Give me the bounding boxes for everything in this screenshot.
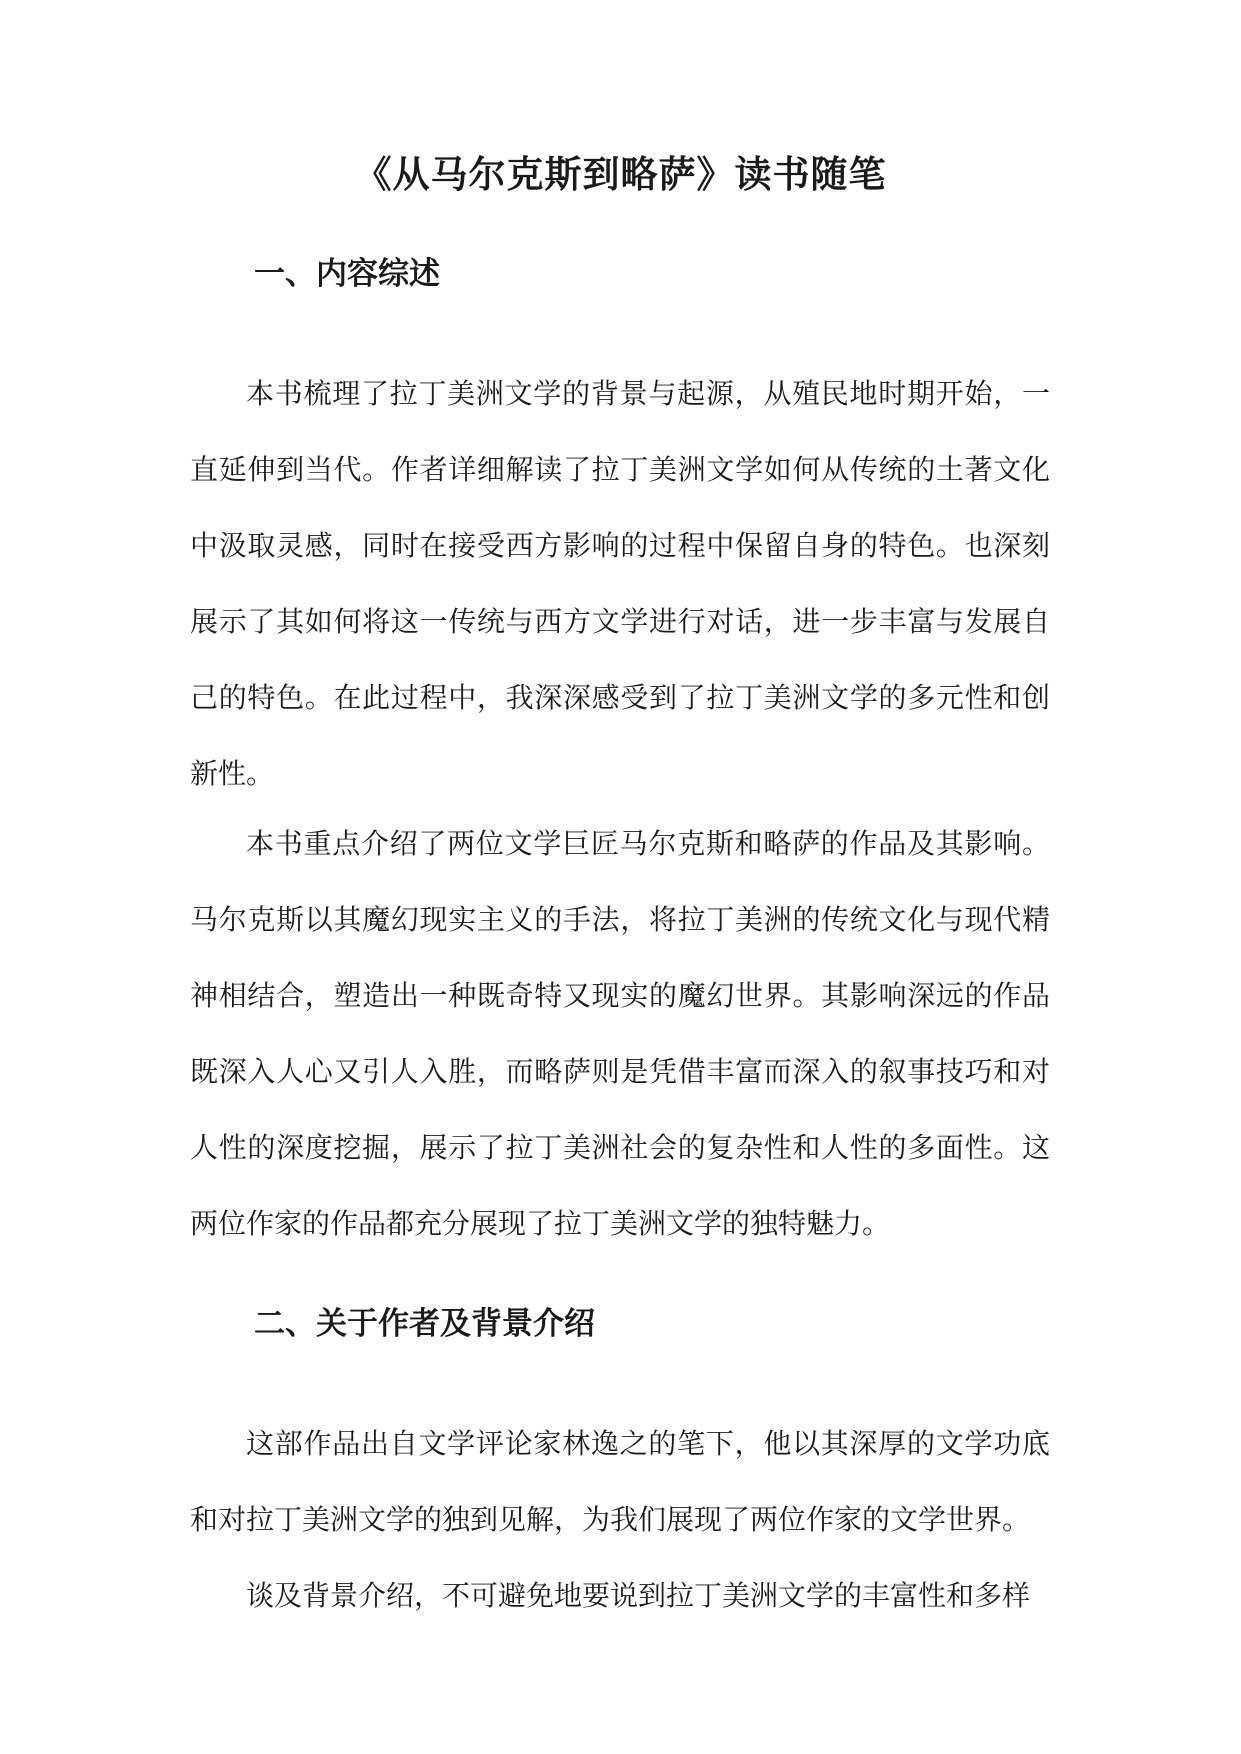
paragraph-author-1: 这部作品出自文学评论家林逸之的笔下，他以其深厚的文学功底和对拉丁美洲文学的独到见解，为我们展现了两位作家的文学世界。 — [190, 1427, 1050, 1536]
section-heading-author-background: 二、关于作者及背景介绍 — [254, 1306, 595, 1342]
paragraph-author-2: 谈及背景介绍，不可避免地要说到拉丁美洲文学的丰富性和多样 — [246, 1579, 1031, 1612]
section-heading-summary: 一、内容综述 — [254, 256, 440, 292]
paragraph-summary-2: 本书重点介绍了两位文学巨匠马尔克斯和略萨的作品及其影响。马尔克斯以其魔幻现实主义的手法，将拉丁美洲的传统文化与现代精神相结合，塑造出一种既奇特又现实的魔幻世界。其影响深远的作品既深入人心又引人入胜，而略萨则是凭借丰富而深入的叙事技巧和对人性的深度挖掘，展示了拉丁美洲社会的复杂性和人性的多面性。这两位作家的作品都充分展现了拉丁美洲文学的独特魅力。 — [190, 827, 1050, 1240]
paragraph-summary-1: 本书梳理了拉丁美洲文学的背景与起源，从殖民地时期开始，一直延伸到当代。作者详细解读了拉丁美洲文学如何从传统的土著文化中汲取灵感，同时在接受西方影响的过程中保留自身的特色。也深刻展示了其如何将这一传统与西方文学进行对话，进一步丰富与发展自己的特色。在此过程中，我深深感受到了拉丁美洲文学的多元性和创新性。 — [190, 377, 1050, 790]
document-title: 《从马尔克斯到略萨》读书随笔 — [354, 153, 887, 196]
